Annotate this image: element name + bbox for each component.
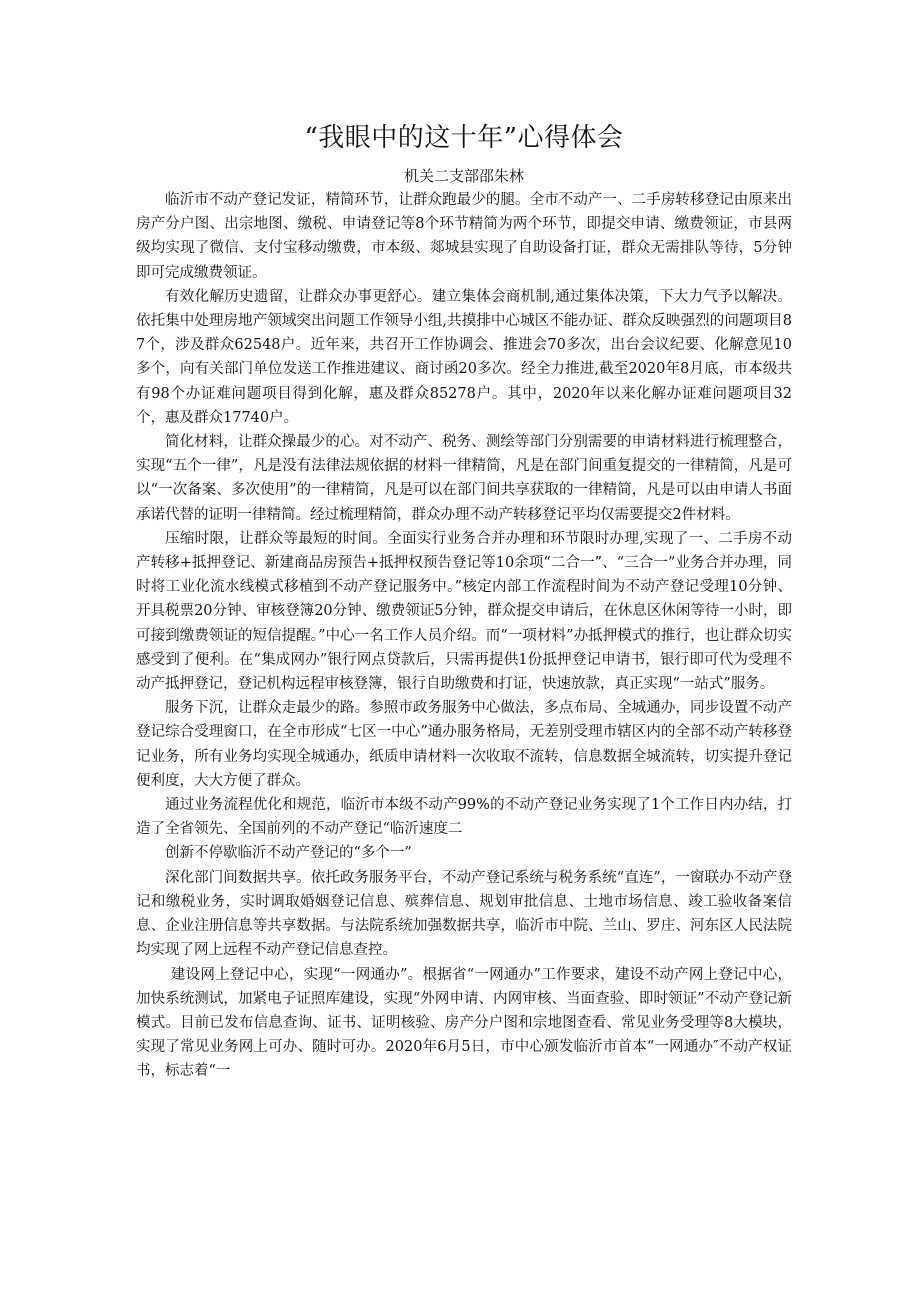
paragraph: 有效化解历史遗留，让群众办事更舒心。建立集体会商机制,通过集体决策，下大力气予以解决。依托集中处理房地产领域突出问题工作领导小组,共摸排中心城区不能办证、群众反映强烈的问题项目87个，涉及群众62548户。近年来，共召开工作协调会、推进会70多次，出台会议纪要、化解意见10多个，向有关部门单位发送工作推进建议、商讨函20多次。经全力推进,截至2020年8月底，市本级共有98个办证难问题项目得到化解，惠及群众85278户。其中，2020年以来化解办证难问题项目32个，惠及群众17740户。 [136, 288, 792, 426]
paragraph: 深化部门间数据共享。依托政务服务平台，不动产登记系统与税务系统“直连”，一窗联办不动产登记和缴税业务，实时调取婚姻登记信息、殡葬信息、规划审批信息、土地市场信息、竣工验收备案信息、企业注册信息等共享数据。与法院系统加强数据共享，临沂市中院、兰山、罗庄、河东区人民法院均实现了网上远程不动产登记信息查控。 [136, 869, 792, 959]
paragraph: 临沂市不动产登记发证，精简环节，让群众跑最少的腿。全市不动产一、二手房转移登记由原来出房产分户图、出宗地图、缴税、申请登记等8个环节精简为两个环节，即提交申请、缴费领证，市县两级均实现了微信、支付宝移动缴费，市本级、郯城县实现了自助设备打证，群众无需排队等待，5分钟即可完成缴费领证。 [136, 192, 792, 281]
document-author: 机关二支部邵朱林 [403, 167, 524, 185]
paragraph: 压缩时限，让群众等最短的时间。全面实行业务合并办理和环节限时办理,实现了一、二手房不动产转移+抵押登记、新建商品房预告+抵押权预告登记等10余项“二合一”、“三合一”业务合并办理，同时将工业化流水线模式移植到不动产登记服务中。”核定内部工作流程时间为不动产登记受理10分钟、开具税票20分钟、审核登簿20分钟、缴费领证5分钟，群众提交申请后，在休息区休闲等待一小时，即可接到缴费领证的短信提醒。”中心一名工作人员介绍。而“一项材料”办抵押模式的推行，也让群众切实感受到了便利。在“集成网办”银行网点贷款后，只需再提供1份抵押登记申请书，银行即可代为受理不动产抵押登记，登记机构远程审核登簿，银行自助缴费和打证，快速放款，真正实现“一站式”服务。 [136, 530, 792, 693]
document-page [136, 116, 792, 1084]
section-heading: 创新不停歇临沂不动产登记的“多个一” [165, 845, 412, 862]
paragraph: 通过业务流程优化和规范，临沂市本级不动产99%的不动产登记业务实现了1个工作日内办结，打造了全省领先、全国前列的不动产登记“临沂速度二 [136, 797, 792, 838]
paragraph: 服务下沉，让群众走最少的路。参照市政务服务中心做法，多点布局、全城通办，同步设置不动产登记综合受理窗口，在全市形成“七区一中心”通办服务格局，无差别受理市辖区内的全部不动产转移登记业务，所有业务均实现全城通办，纸质申请材料一次收取不流转，信息数据全城流转，切实提升登记便利度，大大方便了群众。 [136, 700, 792, 789]
paragraph: 简化材料，让群众操最少的心。对不动产、税务、测绘等部门分别需要的申请材料进行梳理整合，实现“五个一律”，凡是没有法律法规依据的材料一律精简，凡是在部门间重复提交的一律精简，凡是可以“一次备案、多次使用”的一律精简，凡是可以在部门间共享获取的一律精简，凡是可以由申请人书面承诺代替的证明一律精简。经过梳理精简，群众办理不动产转移登记平均仅需要提交2件材料。 [136, 434, 792, 523]
document-body [136, 188, 792, 1084]
document-title: “我眼中的这十年”心得体会 [304, 123, 624, 153]
paragraph: 建设网上登记中心，实现“一网通办”。根据省“一网通办”工作要求，建设不动产网上登记中心，加快系统测试，加紧电子证照库建设，实现“外网申请、内网审核、当面查验、即时领证”不动产登记新模式。目前已发布信息查询、证书、证明核验、房产分户图和宗地图查看、常见业务受理等8大模块，实现了常见业务网上可办、随时可办。2020年6月5日，市中心颁发临沂市首本“一网通办″不动产权证书，标志着“一 [136, 966, 792, 1080]
